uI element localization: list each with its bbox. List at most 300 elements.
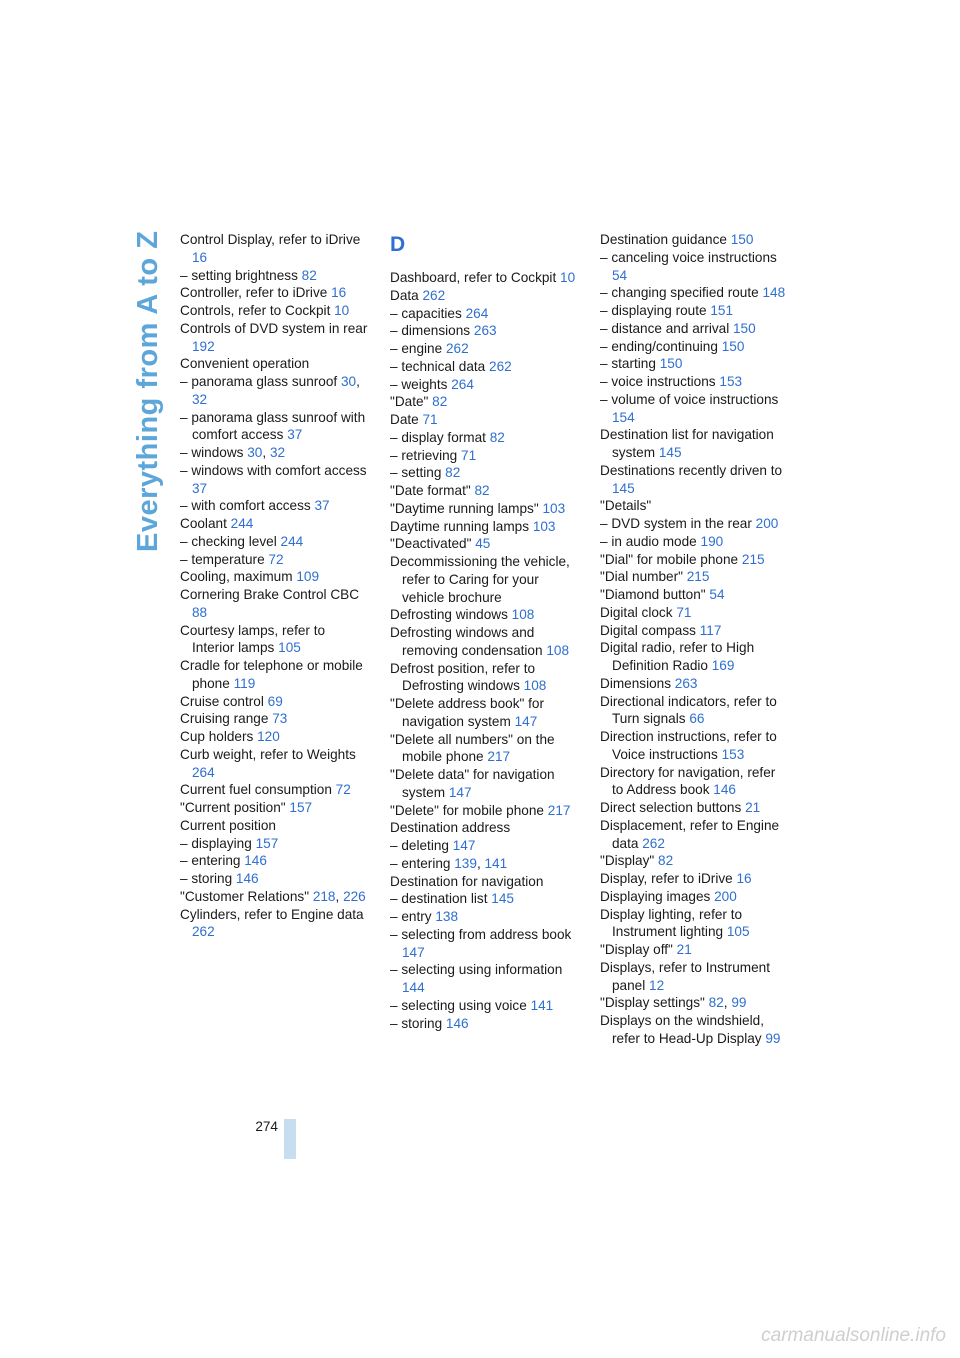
page-reference-link[interactable]: 147 [452,838,476,853]
index-term: Displays, refer to Instrument panel [600,959,770,993]
index-entry [180,817,370,835]
index-entry [390,376,580,394]
index-entry [390,322,580,340]
index-term: – deleting [390,838,449,853]
page-reference-link[interactable]: 262 [642,835,665,851]
page-reference-link[interactable]: 99 [731,995,747,1011]
page-reference-link[interactable]: 120 [257,729,280,744]
page-reference-link[interactable]: 217 [547,802,571,818]
index-term: "Delete data" for navigation system [390,767,555,800]
index-term: Destination list for navigation system [600,427,774,460]
page-reference-link[interactable]: 244 [230,516,254,531]
page-reference-link[interactable]: 146 [713,782,736,798]
index-column-1 [180,231,370,941]
index-entry [180,657,370,693]
index-entry [180,906,370,942]
index-entry [180,515,370,533]
index-entry [180,835,370,853]
index-term: Cup holders [180,729,254,744]
page-reference-link[interactable]: 30 [247,445,263,460]
index-term: Directory for navigation, refer to Address book [600,764,776,798]
index-term: "Customer Relations" [180,888,310,904]
index-entry [180,586,370,622]
page-reference-link[interactable]: 37 [287,427,303,443]
index-term: "Delete address book" for navigation system [390,696,544,729]
index-entry [600,355,790,373]
page-reference-link[interactable]: 145 [658,445,682,460]
index-entry [390,411,580,429]
index-entry [390,606,580,624]
page-reference-link[interactable]: 138 [435,909,459,924]
index-entry [390,500,580,518]
page-reference-link[interactable]: 169 [711,658,735,673]
index-entry [390,358,580,376]
index-entry [180,302,370,320]
page-reference-link[interactable]: 103 [532,518,556,534]
index-entry [600,320,790,338]
index-entry [390,873,580,891]
index-term: Dimensions [600,675,672,691]
index-term: Coolant [180,516,227,531]
index-entry [390,1015,580,1033]
page-reference-link[interactable]: 88 [192,604,208,620]
index-term: Displays on the windshield, refer to Head-Up Display [600,1013,764,1046]
index-term: – panorama glass sunroof with comfort access [180,409,366,443]
page-reference-link[interactable]: 99 [765,1030,781,1046]
index-term: Cylinders, refer to Engine data [180,906,364,922]
page-reference-link[interactable]: 147 [402,944,425,960]
index-term: Current fuel consumption [180,782,332,798]
index-term: – with comfort access [180,498,311,514]
index-term: – dimensions [390,323,471,339]
index-entry [600,568,790,586]
index-entry [390,766,580,802]
watermark: carmanualsonline.info [761,1325,946,1346]
index-term: Data [390,287,419,303]
index-term: Direction instructions, refer to Voice instructions [600,729,777,762]
page-reference-link[interactable]: 262 [445,341,469,356]
page-reference-link[interactable]: 37 [314,498,330,514]
index-term: – retrieving [390,447,458,463]
index-column-3 [600,231,790,1048]
page-reference-link[interactable]: 108 [511,607,535,623]
index-entry [600,302,790,320]
index-term: – selecting using information [390,962,563,978]
page-reference-link[interactable]: 145 [491,891,514,907]
page-reference-link[interactable]: 148 [762,285,786,301]
index-term: Digital compass [600,622,696,638]
page-reference-link[interactable]: 105 [278,640,301,656]
index-term: "Current position" [180,800,286,815]
index-term: – displaying route [600,303,707,318]
index-term: Defrost position, refer to Defrosting windows [390,660,536,694]
index-term: Curb weight, refer to Weights [180,746,356,762]
index-term: "Date format" [390,483,471,498]
index-entry [390,340,580,358]
page-reference-link[interactable]: 16 [736,871,752,886]
section-letter-heading: D [390,233,406,256]
index-term: – panorama glass sunroof [180,374,338,389]
index-entry [600,515,790,533]
index-entry [600,870,790,888]
page-reference-link[interactable]: 82 [708,995,724,1011]
index-term: "Diamond button" [600,587,706,602]
index-entry [390,819,580,837]
page-reference-link[interactable]: 72 [268,551,284,567]
index-entry [600,391,790,427]
page-reference-link[interactable]: 218 [312,888,336,904]
index-entry [390,926,580,962]
index-entry [180,728,370,746]
index-term: Destination address [390,820,511,836]
index-term: "Deactivated" [390,536,472,552]
chapter-sidebar-title: Everything from A to Z [132,230,164,552]
index-column-2 [390,231,580,1032]
page-reference-link[interactable]: 154 [612,409,635,425]
index-term: Direct selection buttons [600,800,742,815]
page-reference-link[interactable]: 54 [612,267,628,283]
page-reference-link[interactable]: 16 [331,285,347,301]
index-term: – capacities [390,305,462,321]
page-number: 274 [255,1119,278,1134]
page-reference-link[interactable]: 157 [289,800,313,815]
page-reference-link[interactable]: 30 [340,374,357,389]
page-reference-link[interactable]: 150 [659,356,683,372]
index-term: – changing specified route [600,285,759,301]
index-entry [600,426,790,462]
index-entry [390,660,580,696]
index-term: Courtesy lamps, refer to Interior lamps [180,622,326,656]
page-reference-link[interactable]: 32 [269,445,286,460]
page-reference-link[interactable]: 145 [612,480,635,496]
page-reference-link[interactable]: 150 [730,232,754,247]
index-term: "Display settings" [600,995,705,1011]
page-reference-link[interactable]: 153 [719,374,743,389]
page-reference-link[interactable]: 82 [474,483,490,498]
index-entry [390,997,580,1015]
index-entry [600,373,790,391]
index-term: – entering [390,855,451,871]
index-term: Destinations recently driven to [600,462,783,478]
page-reference-link[interactable]: 69 [267,693,283,709]
index-entry [390,961,580,997]
page-reference-link[interactable]: 105 [726,924,750,940]
index-term: Destination guidance [600,232,727,247]
index-term: "Date" [390,394,429,410]
index-entry [600,764,790,800]
index-term: Defrosting windows and removing condensation [390,625,543,658]
index-term: – windows [180,445,244,460]
index-entry [180,533,370,551]
index-term: "Delete" for mobile phone [390,802,544,818]
index-entry [600,462,790,498]
index-term: "Display off" [600,942,673,957]
page-reference-link[interactable]: 10 [334,303,350,318]
index-term: – display format [390,429,486,445]
page-reference-link[interactable]: 45 [475,536,491,552]
page-reference-link[interactable]: 72 [335,782,351,798]
index-entry [600,728,790,764]
index-entry [390,553,580,606]
index-term: Dashboard, refer to Cockpit [390,270,557,285]
page-reference-link[interactable]: 226 [343,888,366,904]
index-entry [600,284,790,302]
page-reference-link[interactable]: 244 [280,533,304,549]
index-term: "Delete all numbers" on the mobile phone [390,731,555,765]
index-entry [600,817,790,853]
page-reference-link[interactable]: 262 [489,358,512,374]
index-term: "Details" [600,498,652,514]
index-term: Displacement, refer to Engine data [600,817,780,851]
page-reference-link[interactable]: 82 [658,853,674,869]
index-entry [180,355,370,373]
index-term: "Dial" for mobile phone [600,551,739,567]
index-entry [600,497,790,515]
page-reference-link[interactable]: 192 [192,338,215,354]
page-reference-link[interactable]: 146 [445,1015,469,1031]
index-term: Control Display, refer to iDrive [180,232,361,247]
index-entry [180,870,370,888]
index-term: – ending/continuing [600,338,718,354]
index-term: Controls of DVD system in rear [180,320,368,336]
index-entry [600,338,790,356]
page-reference-link[interactable]: 151 [710,303,734,318]
index-term: Current position [180,817,276,833]
index-entry [180,551,370,569]
index-term: – displaying [180,835,252,851]
page-reference-link[interactable]: 141 [484,855,508,871]
index-term: Cruise control [180,693,264,709]
index-entry [390,802,580,820]
index-entry: – panorama glass sunroof 30, 32 [180,374,360,407]
index-entry [180,284,370,302]
index-term: – DVD system in the rear [600,516,752,531]
index-entry [600,799,790,817]
index-term: – selecting from address book [390,926,572,942]
index-entry [180,710,370,728]
index-entry [600,604,790,622]
page-reference-link[interactable]: 215 [741,551,765,567]
index-entry [180,497,370,515]
index-entry [600,959,790,995]
page-reference-link[interactable]: 71 [422,412,438,427]
index-entry [180,462,370,498]
index-entry [390,535,580,553]
page-reference-link[interactable]: 262 [192,924,215,940]
index-entry [180,267,370,285]
index-term: Cradle for telephone or mobile phone [180,658,363,691]
index-term: – windows with comfort access [180,462,367,478]
index-term: Display, refer to iDrive [600,871,733,886]
page-reference-link[interactable]: 264 [192,764,215,780]
index-term: Controller, refer to iDrive [180,285,328,301]
page-reference-link[interactable]: 264 [465,305,489,321]
index-term: Cornering Brake Control CBC [180,587,360,602]
page-reference-link[interactable]: 119 [233,675,256,691]
page-reference-link[interactable]: 150 [721,338,745,354]
page-reference-link[interactable]: 153 [721,746,745,762]
index-term: – entering [180,853,241,869]
page-reference-link[interactable]: 150 [733,320,756,336]
page-reference-link[interactable]: 66 [689,711,705,727]
index-entry [180,781,370,799]
page-reference-link[interactable]: 146 [235,871,259,886]
page-reference-link[interactable]: 71 [676,604,692,620]
page-reference-link[interactable]: 16 [192,249,208,265]
page-reference-link[interactable]: 262 [422,287,446,303]
page-reference-link[interactable]: 263 [473,323,497,339]
page-reference-link[interactable]: 82 [432,394,448,410]
index-entry [390,731,580,767]
page-reference-link[interactable]: 157 [255,835,279,851]
page-reference-link[interactable]: 109 [296,569,320,585]
index-entry [390,908,580,926]
index-term: Digital radio, refer to High Definition Radio [600,640,755,673]
page-reference-link[interactable]: 264 [451,376,474,392]
page-reference-link[interactable]: 190 [700,533,724,549]
index-term: – in audio mode [600,533,697,549]
index-term: "Daytime running lamps" [390,500,539,516]
index-term: Daytime running lamps [390,518,530,534]
index-entry [600,533,790,551]
page-reference-link[interactable]: 200 [714,888,737,904]
index-entry [180,746,370,782]
page-reference-link[interactable]: 200 [755,516,779,531]
index-entry [180,693,370,711]
page-reference-link[interactable]: 139 [454,855,477,871]
index-entry [600,906,790,942]
page-reference-link[interactable]: 147 [514,713,538,729]
index-entry [180,799,370,817]
index-term: – storing [390,1015,443,1031]
index-entry [390,393,580,411]
index-entry [600,888,790,906]
index-term: Display lighting, refer to Instrument lighting [600,906,743,940]
index-term: Displaying images [600,888,711,904]
page-reference-link[interactable]: 108 [523,678,547,694]
index-entry [600,693,790,729]
index-entry [600,1012,790,1048]
page-reference-link[interactable]: 32 [192,391,208,407]
page-reference-link[interactable]: 82 [301,267,317,283]
index-term: – entry [390,909,432,924]
index-entry [180,568,370,586]
index-term: Convenient operation [180,356,310,372]
page-reference-link[interactable]: 117 [699,622,722,638]
index-entry [390,429,580,447]
index-entry [600,675,790,693]
page-reference-link[interactable]: 217 [487,749,511,765]
index-entry: – entering 139, 141 [390,855,508,871]
page-tab-marker [284,1119,296,1159]
page-reference-link[interactable]: 215 [686,569,710,585]
index-term: – canceling voice instructions [600,249,777,265]
index-term: Cruising range [180,711,269,727]
page-reference-link[interactable]: 108 [546,642,570,658]
index-entry [390,269,580,287]
index-term: – distance and arrival [600,320,730,336]
index-term: Date [390,412,419,427]
page-reference-link[interactable]: 82 [445,465,461,481]
page-reference-link[interactable]: 144 [402,980,425,995]
index-term: Digital clock [600,604,673,620]
page-reference-link[interactable]: 37 [192,480,208,496]
page-reference-link[interactable]: 146 [244,853,267,869]
index-term: Controls, refer to Cockpit [180,303,331,318]
index-entry [600,639,790,675]
index-entry [390,624,580,660]
index-term: – starting [600,356,656,372]
index-entry: "Customer Relations" 218, 226 [180,888,366,904]
index-entry [180,622,370,658]
page-reference-link[interactable]: 147 [448,784,472,800]
index-entry [390,890,580,908]
index-entry [390,518,580,536]
page-reference-link[interactable]: 54 [709,587,725,602]
index-entry [600,551,790,569]
index-entry [180,409,370,445]
index-entry [390,482,580,500]
page-reference-link[interactable]: 21 [676,942,692,957]
index-entry [390,287,580,305]
index-term: – voice instructions [600,374,716,389]
index-term: – setting brightness [180,267,298,283]
index-term: – temperature [180,551,265,567]
index-entry [600,231,790,249]
index-entry [600,941,790,959]
index-term: Decommissioning the vehicle, refer to Caring for your vehicle brochure [390,554,570,605]
index-entry [600,622,790,640]
index-term: Directional indicators, refer to Turn signals [600,693,777,727]
index-entry [390,837,580,855]
index-entry [180,852,370,870]
index-term: – engine [390,341,443,356]
index-term: Defrosting windows [390,607,508,623]
index-entry [600,852,790,870]
page-reference-link[interactable]: 12 [649,977,665,993]
page-reference-link[interactable]: 263 [674,675,698,691]
index-entry [180,320,370,356]
index-entry [390,464,580,482]
index-entry [600,586,790,604]
index-term: – checking level [180,533,277,549]
page-reference-link[interactable]: 21 [745,800,761,815]
index-term: – volume of voice instructions [600,391,779,407]
index-entry [600,249,790,285]
index-term: – technical data [390,358,486,374]
index-term: – setting [390,465,442,481]
index-entry: "Display settings" 82, 99 [600,995,747,1011]
page-reference-link[interactable]: 82 [489,429,505,445]
index-entry: – windows 30, 32 [180,445,286,460]
index-term: "Display" [600,853,655,869]
index-term: Cooling, maximum [180,569,293,585]
page-reference-link[interactable]: 10 [560,270,576,285]
index-term: – selecting using voice [390,997,527,1013]
index-term: Destination for navigation [390,873,544,889]
page-reference-link[interactable]: 141 [530,997,554,1013]
index-term: – weights [390,376,448,392]
page-reference-link[interactable]: 103 [542,500,566,516]
index-term: "Dial number" [600,569,683,585]
index-term: – destination list [390,891,488,907]
index-entry [390,305,580,323]
index-entry [180,231,370,267]
page-reference-link[interactable]: 71 [461,447,477,463]
page-reference-link[interactable]: 73 [272,711,288,727]
index-term: – storing [180,871,233,886]
index-entry [390,447,580,465]
